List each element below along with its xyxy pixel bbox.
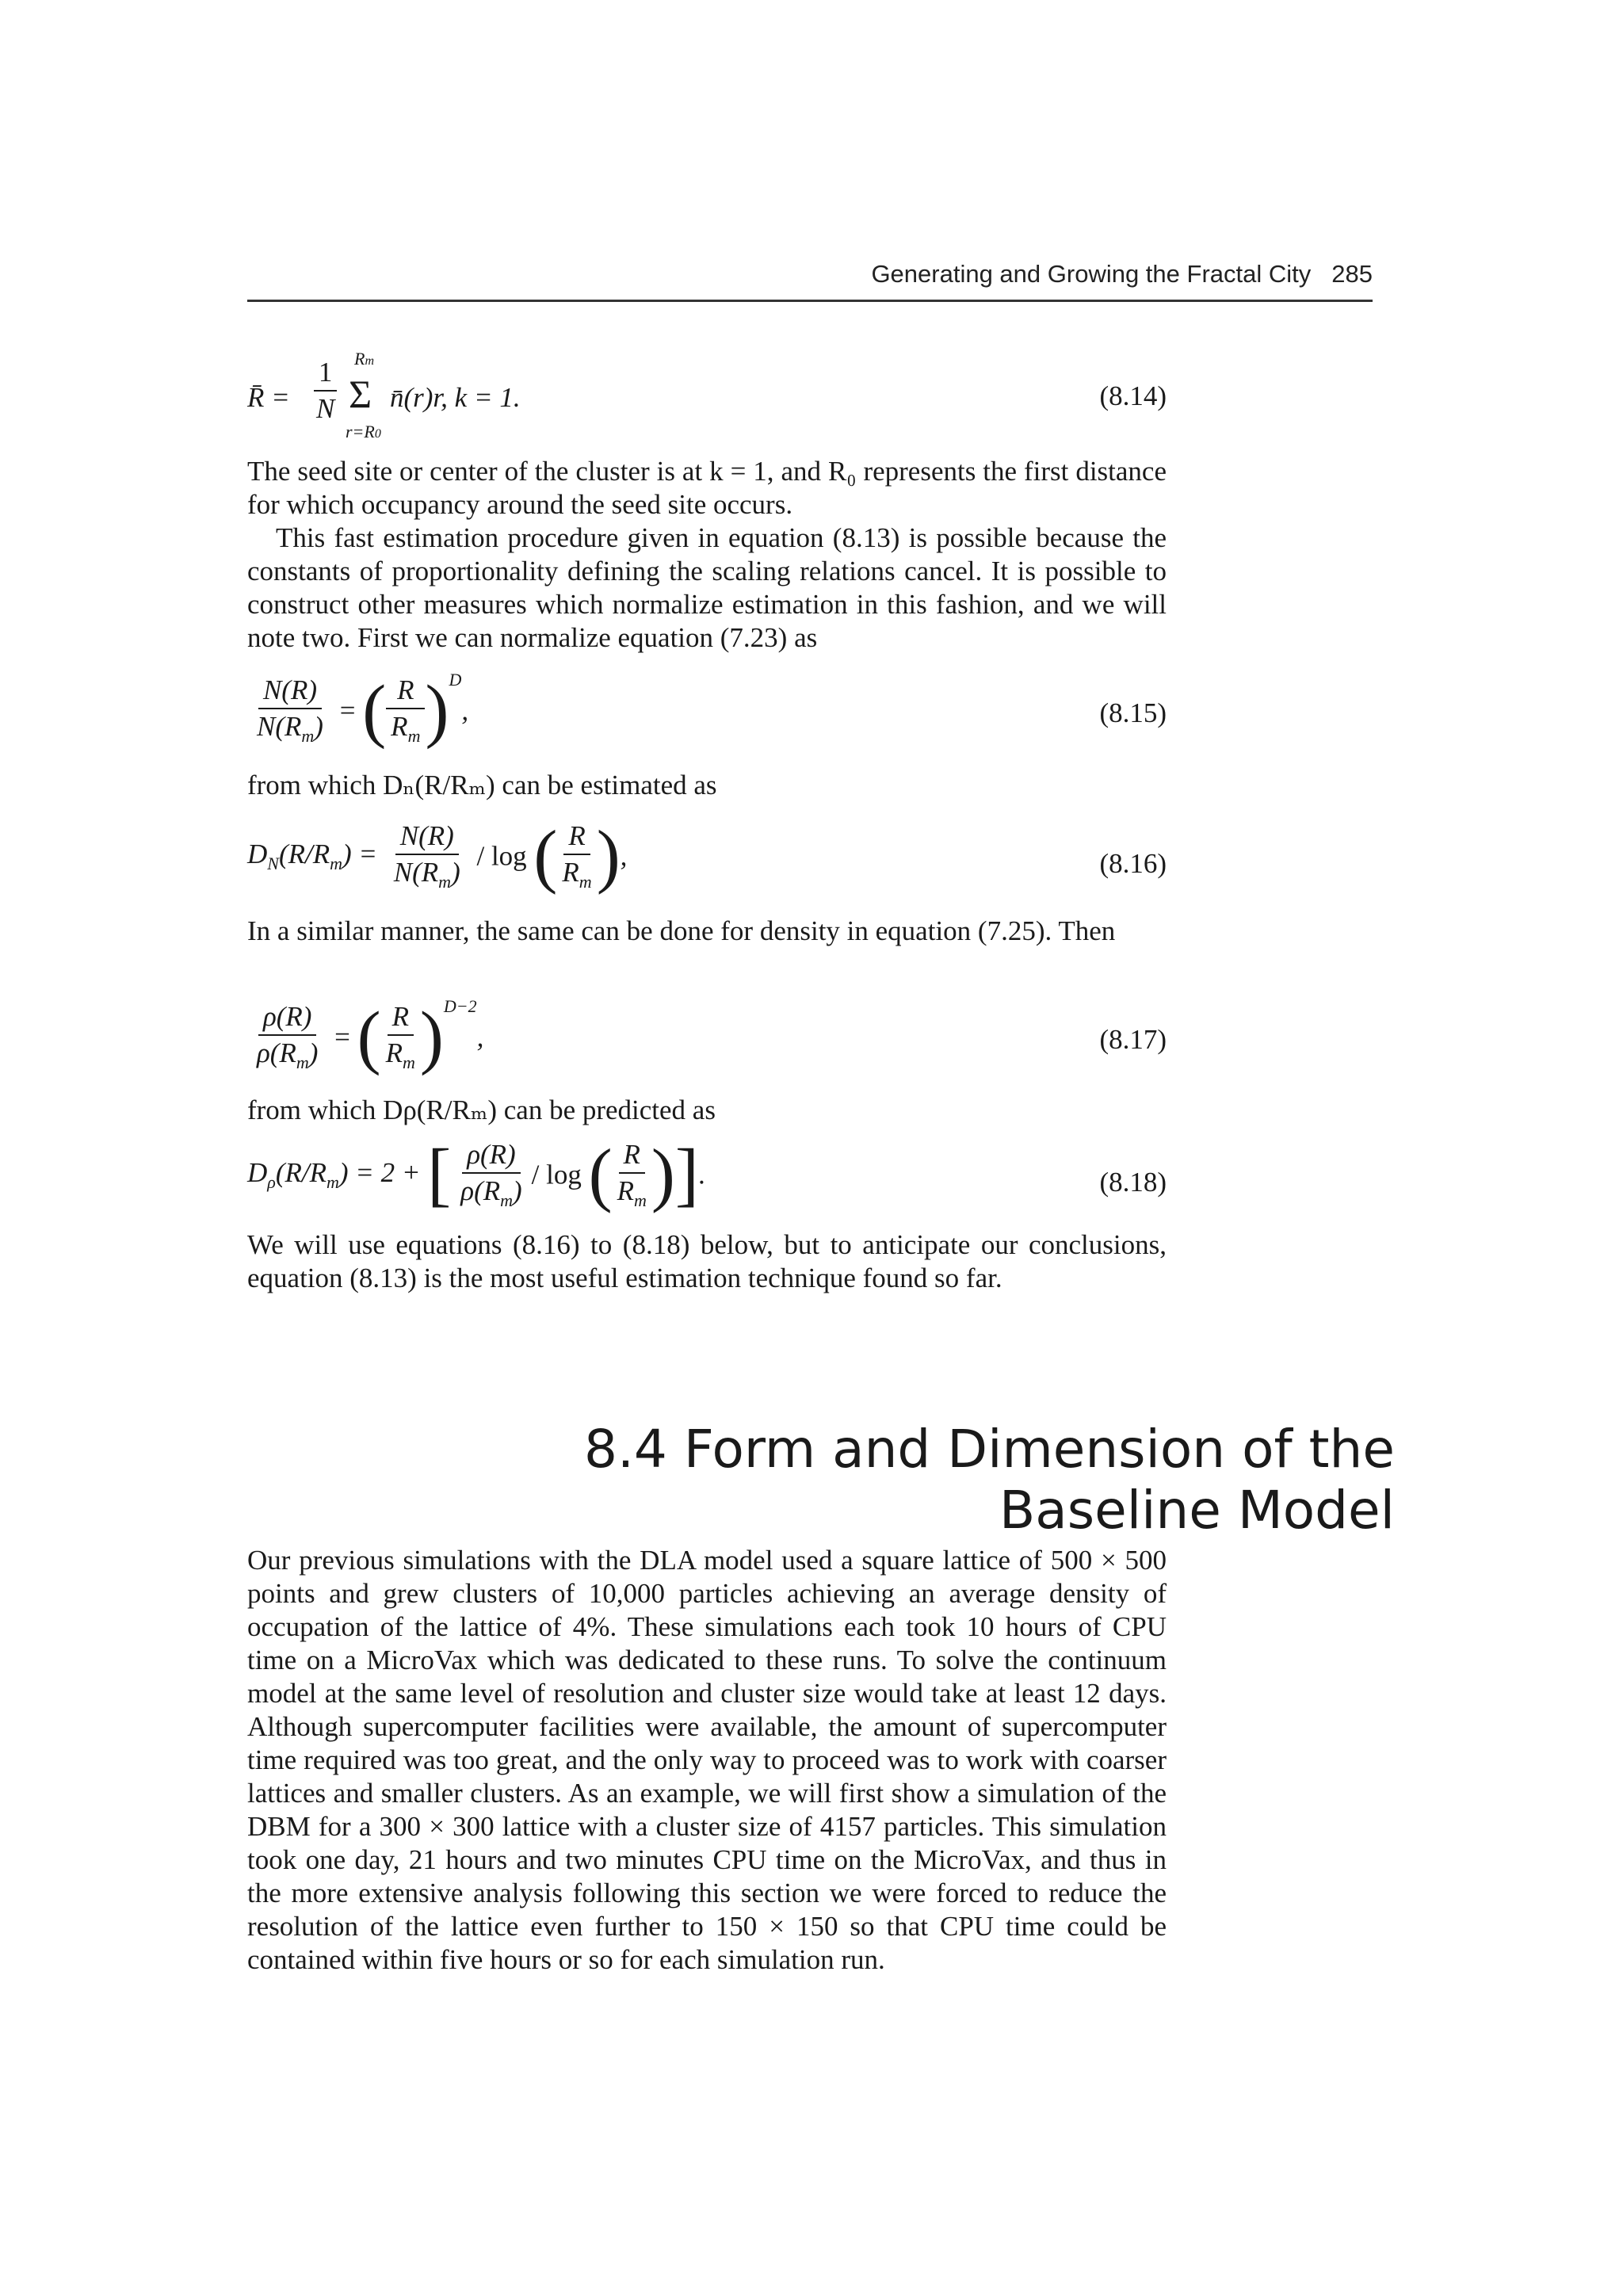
equation-number: (8.18): [1099, 1167, 1167, 1198]
paragraph-1: The seed site or center of the cluster is at k = 1, and R₀ represents the first distance for which occupancy around the seed site occurs.: [247, 456, 1167, 520]
paragraph-7: Our previous simulations with the DLA model used a square lattice of 500 × 500 points and grew clusters of 10,000 particles achieving an average density of occupation of the lattice of 4%. These simulations each took 10 hours of CPU time on a MicroVax which was dedicated to these runs. To solve the continuum model at the same level of resolution and cluster size would take at least 12 days. Although supercomputer facilities were available, the amount of supercomputer time required was too great, and the only way to proceed was to work with coarser lattices and smaller clusters. As an example, we will first show a simulation of the DBM for a 300 × 300 lattice with a cluster size of 4157 particles. This simulation took one day, 21 hours and two minutes CPU time on the MicroVax, and thus in the more extensive analysis following this section we were forced to reduce the resolution of the lattice even further to 150 × 150 so that CPU time could be contained within five hours or so for each simulation run.: [247, 1545, 1167, 1975]
section-heading: 8.4 Form and Dimension of the Baseline Model: [583, 1419, 1395, 1541]
equation-number: (8.17): [1099, 1024, 1167, 1055]
header-rule: [247, 300, 1373, 302]
equation-8-15-body: $\frac{N(R)}{N(R_m)}$ = ( $\frac{R}{R_m}$ )$^D$,: [257, 670, 469, 750]
paragraph-6: We will use equations (8.16) to (8.18) below, but to anticipate our conclusions, equation (8.13) is the most useful estimation technique found so far.: [247, 1229, 1167, 1293]
paragraph-2: This fast estimation procedure given in equation (8.13) is possible because the constants of proportionality defining the scaling relations cancel. It is possible to construct other measures which normalize estimation in this fashion, and we will note two. First we can normalize equation (7.23) as: [247, 522, 1167, 653]
running-header: [247, 260, 1373, 288]
equation-8-14: R̄ = $\frac{1}{N}$ Rm Σ r=R0 n̄(r)r, k = 1. (8.14): [247, 349, 1167, 441]
equation-number: (8.16): [1099, 848, 1167, 879]
equation-8-18-body: $D_\rho(R/R_m) = 2$ + [ $\frac{\rho(R)}{\rho(R_m)}$ / log ( $\frac{R}{R_m}$ )].: [247, 1135, 706, 1214]
running-title: Generating and Growing the Fractal City: [871, 260, 1312, 288]
equation-8-17-body: $\frac{\rho(R)}{\rho(R_m)}$ = ( $\frac{R}{R_m}$ )$^{D-2}$,: [257, 996, 484, 1076]
equation-number: (8.14): [1099, 380, 1167, 411]
equation-8-17: [247, 992, 1167, 1087]
paragraph-5: from which Dρ(R/Rₘ) can be predicted as: [247, 1095, 716, 1125]
equation-8-16-body: $D_N(R/R_m)$ = $\frac{N(R)}{N(R_m)}$ / log ( $\frac{R}{R_m}$ ),: [247, 816, 628, 896]
equation-number: (8.15): [1099, 697, 1167, 728]
equation-8-15: [247, 666, 1167, 761]
paragraph-4: In a similar manner, the same can be done for density in equation (7.25). Then: [247, 915, 1116, 946]
equation-8-18: [247, 1135, 1167, 1230]
page-number: 285: [1331, 260, 1373, 288]
equation-8-16: [247, 816, 1167, 911]
paragraph-3: from which Dₙ(R/Rₘ) can be estimated as: [247, 770, 717, 800]
